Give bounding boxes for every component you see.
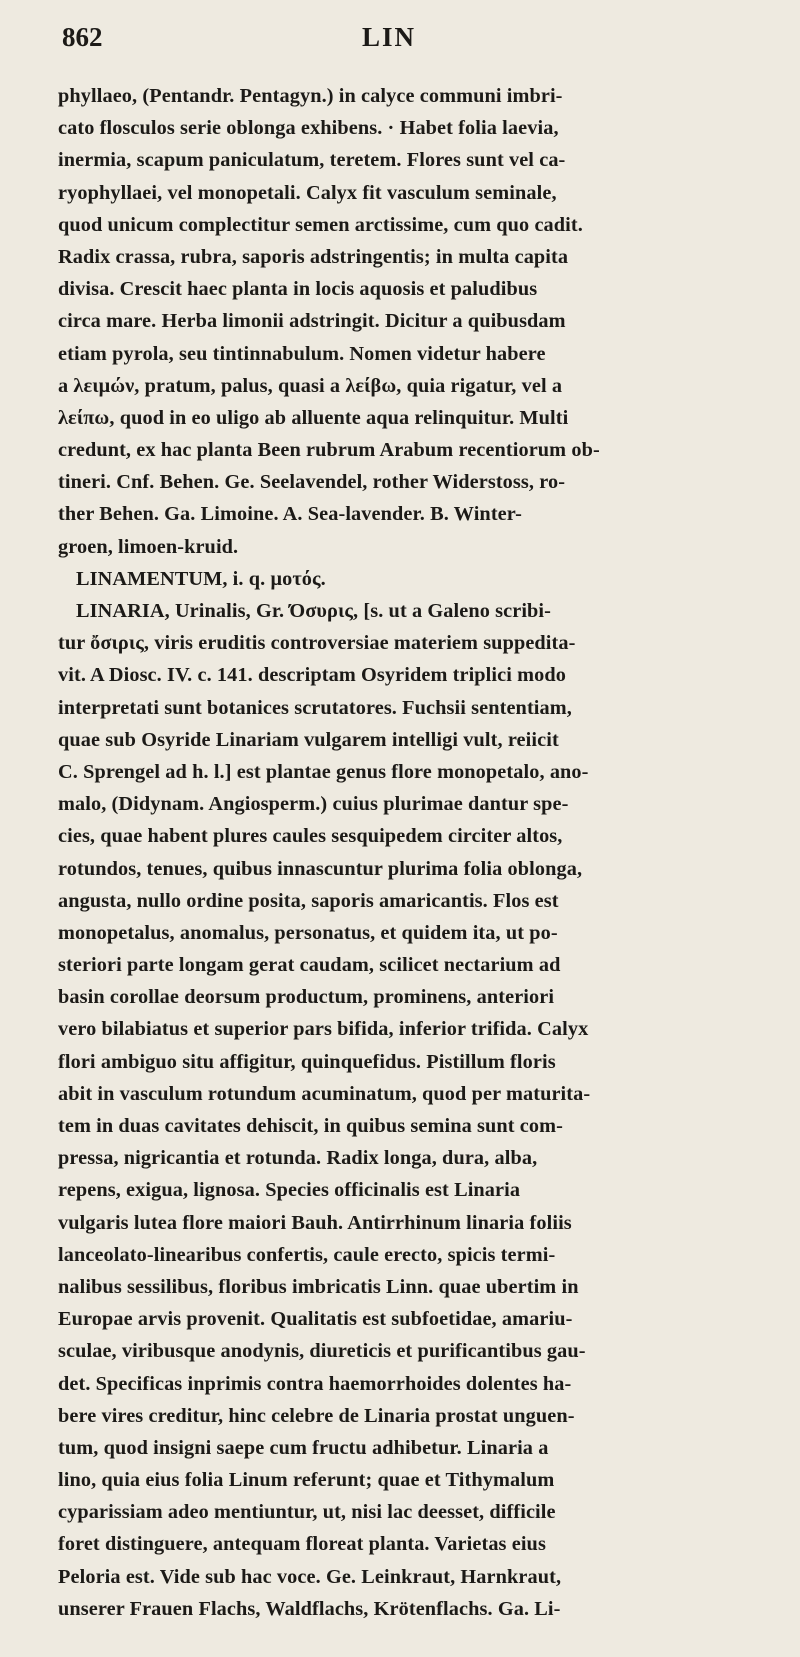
text-line: circa mare. Herba limonii adstringit. Dicitur a quibusdam [58, 310, 566, 333]
text-line: monopetalus, anomalus, personatus, et quidem ita, ut po- [58, 921, 558, 944]
text-line: credunt, ex hac planta Been rubrum Arabum recentiorum ob- [58, 439, 600, 462]
page-number: 862 [62, 22, 103, 52]
text-line: vit. A Diosc. IV. c. 141. descriptam Osyridem triplici modo [58, 664, 567, 687]
text-line: phyllaeo, (Pentandr. Pentagyn.) in calyce communi imbri- [58, 85, 563, 107]
text-line: λείπω, quod in eo uligo ab alluente aqua relinquitur. Multi [58, 406, 569, 429]
text-line: quae sub Osyride Linariam vulgarem intelligi vult, reiicit [58, 728, 559, 751]
text-line: angusta, nullo ordine posita, saporis amaricantis. Flos est [58, 889, 559, 912]
text-line: foret distinguere, antequam floreat planta. Varietas eius [58, 1533, 546, 1556]
text-line: groen, limoen-kruid. [58, 535, 239, 558]
text-line: inermia, scapum paniculatum, teretem. Flores sunt vel ca- [58, 149, 566, 172]
text-line: etiam pyrola, seu tintinnabulum. Nomen videtur habere [58, 342, 546, 365]
text-line: flori ambiguo situ affigitur, quinquefidus. Pistillum floris [58, 1050, 556, 1073]
text-line: repens, exigua, lignosa. Species officinalis est Linaria [58, 1179, 521, 1202]
text-line: Peloria est. Vide sub hac voce. Ge. Leinkraut, Harnkraut, [58, 1565, 562, 1588]
page-header [62, 22, 752, 62]
text-line: a λειμών, pratum, palus, quasi a λείβω, quia rigatur, vel a [58, 374, 563, 397]
text-line: cies, quae habent plures caules sesquipedem circiter altos, [58, 825, 563, 848]
text-line: nalibus sessilibus, floribus imbricatis Linn. quae ubertim in [58, 1275, 579, 1298]
text-line: tem in duas cavitates dehiscit, in quibus semina sunt com- [58, 1115, 563, 1137]
text-line: vulgaris lutea flore maiori Bauh. Antirrhinum linaria foliis [58, 1211, 572, 1234]
body-text [58, 80, 773, 1657]
text-line: det. Specificas inprimis contra haemorrhoides dolentes ha- [58, 1372, 572, 1395]
text-line: steriori parte longam gerat caudam, scilicet nectarium ad [58, 954, 561, 977]
text-line: C. Sprengel ad h. l.] est plantae genus flore monopetalo, ano- [58, 760, 589, 783]
text-line: basin corollae deorsum productum, prominens, anteriori [58, 986, 555, 1009]
text-line: ryophyllaei, vel monopetali. Calyx fit vasculum seminale, [58, 181, 557, 204]
text-line: tur ὄσιρις, viris eruditis controversiae materiem suppedita- [58, 632, 576, 655]
text-line: abit in vasculum rotundum acuminatum, quod per maturita- [58, 1082, 591, 1105]
text-line: tineri. Cnf. Behen. Ge. Seelavendel, rother Widerstoss, ro- [58, 471, 566, 494]
running-head: LIN [362, 22, 417, 52]
text-line: Radix crassa, rubra, saporis adstringentis; in multa capita [58, 245, 569, 268]
text-line: unserer Frauen Flachs, Waldflachs, Krötenflachs. Ga. Li- [58, 1597, 561, 1620]
text-line: lino, quia eius folia Linum referunt; quae et Tithymalum [58, 1469, 555, 1492]
text-line: malo, (Didynam. Angiosperm.) cuius plurimae dantur spe- [58, 793, 569, 816]
text-line: cato flosculos serie oblonga exhibens. · Habet folia laevia, [58, 117, 559, 140]
text-line: cyparissiam adeo mentiuntur, ut, nisi lac deesset, difficile [58, 1501, 556, 1524]
text-line: tum, quod insigni saepe cum fructu adhibetur. Linaria a [58, 1436, 549, 1459]
text-line: Europae arvis provenit. Qualitatis est subfoetidae, amariu- [58, 1308, 573, 1331]
text-line: sculae, viribusque anodynis, diureticis et purificantibus gau- [58, 1340, 586, 1363]
entry-heading-linamentum: LINAMENTUM, i. q. μοτός. [76, 567, 326, 590]
text-line [58, 1625, 773, 1657]
text-line: rotundos, tenues, quibus innascuntur plurima folia oblonga, [58, 857, 583, 880]
text-line: ther Behen. Ga. Limoine. A. Sea-lavender. B. Winter- [58, 503, 522, 526]
text-line: pressa, nigricantia et rotunda. Radix longa, dura, alba, [58, 1147, 538, 1170]
text-line: bere vires creditur, hinc celebre de Linaria prostat unguen- [58, 1404, 575, 1427]
entry-heading-linaria: LINARIA, Urinalis, Gr. Όσυρις, [s. ut a Galeno scribi- [76, 600, 552, 622]
text-line: quod unicum complectitur semen arctissime, cum quo cadit. [58, 213, 583, 236]
text-line: lanceolato-linearibus confertis, caule erecto, spicis termi- [58, 1243, 556, 1266]
text-line: interpretati sunt botanices scrutatores. Fuchsii sententiam, [58, 696, 572, 719]
text-line: divisa. Crescit haec planta in locis aquosis et paludibus [58, 278, 538, 301]
text-line: vero bilabiatus et superior pars bifida, inferior trifida. Calyx [58, 1018, 589, 1041]
